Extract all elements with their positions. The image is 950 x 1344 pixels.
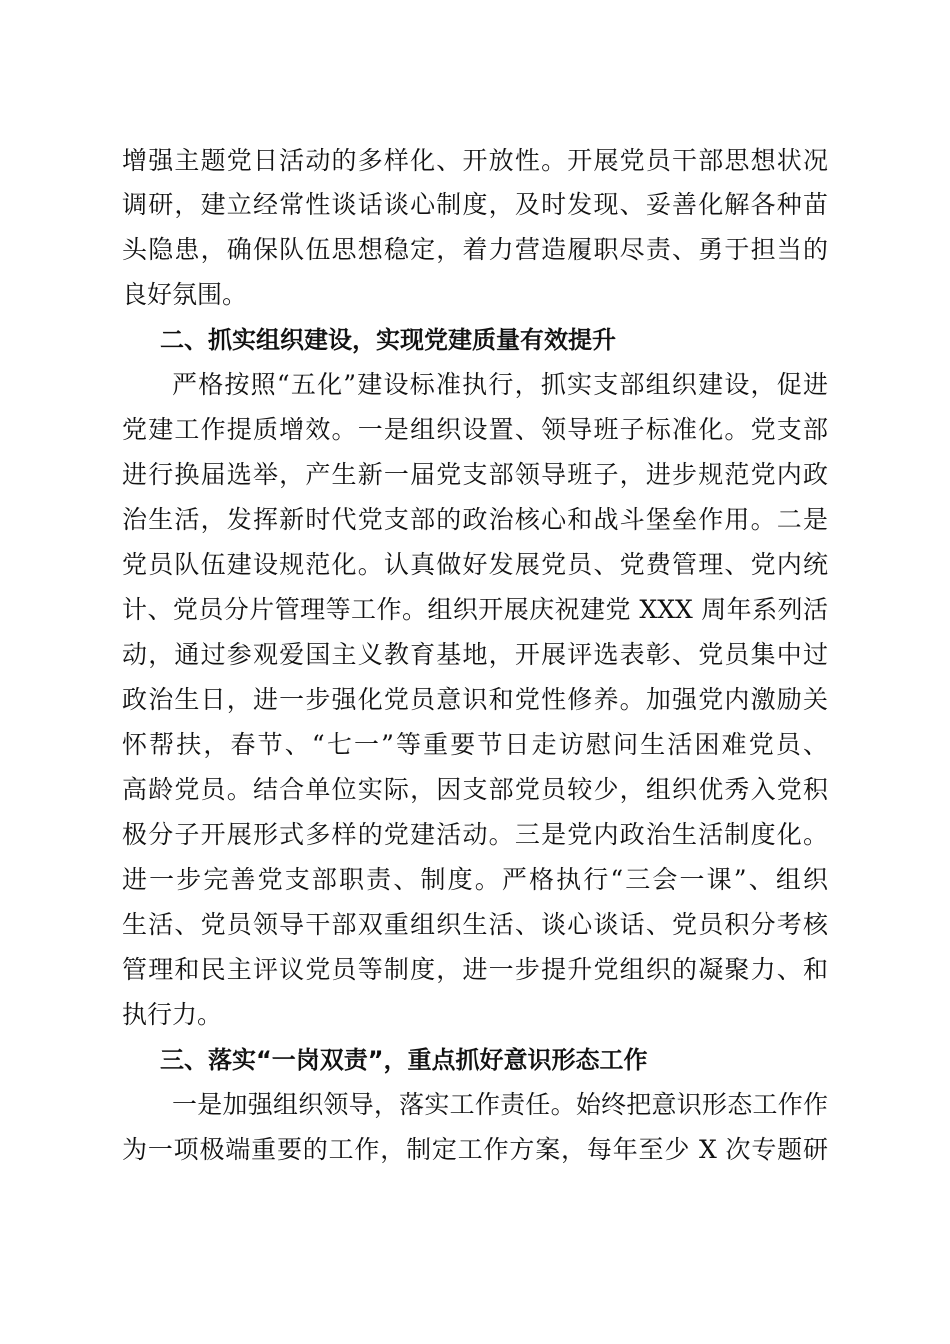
paragraph-line: 良好氛围。	[122, 280, 248, 309]
paragraph-line: 政治生日，进一步强化党员意识和党性修养。加强党内激励关	[122, 685, 828, 714]
paragraph-line: 严格按照“五化”建设标准执行，抓实支部组织建设，促进	[172, 370, 828, 399]
section-heading-3: 三、落实“一岗双责”，重点抓好意识形态工作	[160, 1046, 648, 1074]
paragraph-line: 党建工作提质增效。一是组织设置、领导班子标准化。党支部	[122, 415, 828, 444]
paragraph-line: 党员队伍建设规范化。认真做好发展党员、党费管理、党内统	[122, 550, 828, 579]
paragraph-line: 高龄党员。结合单位实际，因支部党员较少，组织优秀入党积	[122, 775, 828, 804]
paragraph-line: 进行换届选举，产生新一届党支部领导班子，进步规范党内政	[122, 460, 828, 489]
paragraph-line: 调研，建立经常性谈话谈心制度，及时发现、妥善化解各种苗	[122, 190, 828, 219]
paragraph-line: 执行力。	[122, 1000, 223, 1029]
paragraph-line: 动，通过参观爱国主义教育基地，开展评选表彰、党员集中过	[122, 640, 828, 669]
paragraph-line: 生活、党员领导干部双重组织生活、谈心谈话、党员积分考核	[122, 910, 828, 939]
paragraph-line: 治生活，发挥新时代党支部的政治核心和战斗堡垒作用。二是	[122, 505, 828, 534]
paragraph-line: 进一步完善党支部职责、制度。严格执行“三会一课”、组织	[122, 865, 828, 894]
paragraph-line: 头隐患，确保队伍思想稳定，着力营造履职尽责、勇于担当的	[122, 235, 828, 264]
paragraph-line: 怀帮扶，春节、“七一”等重要节日走访慰问生活困难党员、	[122, 730, 828, 759]
paragraph-line: 计、党员分片管理等工作。组织开展庆祝建党 XXX 周年系列活	[122, 595, 828, 624]
paragraph-line: 极分子开展形式多样的党建活动。三是党内政治生活制度化。	[122, 820, 828, 849]
section-heading-2: 二、抓实组织建设，实现党建质量有效提升	[160, 326, 616, 354]
paragraph-line: 管理和民主评议党员等制度，进一步提升党组织的凝聚力、和	[122, 955, 828, 984]
paragraph-line: 为一项极端重要的工作，制定工作方案，每年至少 X 次专题研	[122, 1135, 828, 1164]
paragraph-line: 一是加强组织领导，落实工作责任。始终把意识形态工作作	[172, 1090, 828, 1119]
paragraph-line: 增强主题党日活动的多样化、开放性。开展党员干部思想状况	[122, 146, 828, 175]
